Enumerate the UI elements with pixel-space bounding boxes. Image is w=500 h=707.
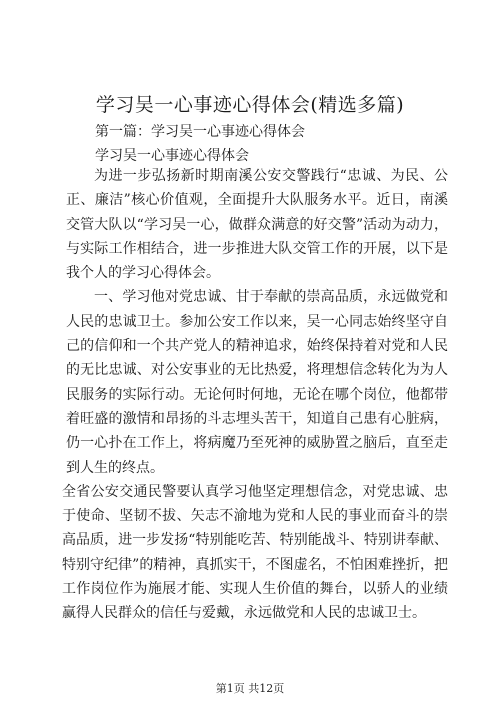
section-heading: 第一篇：学习吴一心事迹心得体会 (95, 124, 305, 140)
page-footer: 第1页 共12页 (215, 682, 285, 695)
article-title: 学习吴一心事迹心得体会 (95, 148, 249, 164)
document-title: 学习吴一心事迹心得体会(精选多篇) (95, 94, 405, 116)
paragraph-point-one: 一、学习他对党忠诚、甘于奉献的崇高品质，永远做党和人民的忠诚卫士。参加公安工作以来，吴一心同志始终坚守自己的信仰和一个共产党人的精神追求，始终保持着对党和人民的无比忠诚、对公安事业的无比热爱，将理想信念转化为为人民服务的实际行动。无论何时何地，无论在哪个岗位，他都带着旺盛的激情和昂扬的斗志埋头苦干，知道自己患有心脏病，仍一心扑在工作上，将病魔乃至死神的威胁置之脑后，直至走到人生的终点。 (66, 289, 448, 476)
paragraph-intro: 为进一步弘扬新时期南溪公安交警践行“忠诚、为民、公正、廉洁”核心价值观，全面提升大队服务水平。近日，南溪交管大队以“学习吴一心，做群众满意的好交警”活动为动力，与实际工作相结合，进一步推进大队交管工作的开展，以下是我个人的学习心得体会。 (66, 168, 448, 282)
document-body (62, 164, 448, 626)
paragraph-call-to-action: 全省公安交通民警要认真学习他坚定理想信念，对党忠诚、忠于使命、坚韧不拔、矢志不渝地为党和人民的事业而奋斗的崇高品质，进一步发扬“特别能吃苦、特别能战斗、特别讲奉献、特别守纪律”的精神，真抓实干，不图虚名，不怕困难挫折，把工作岗位作为施展才能、实现人生价值的舞台，以骄人的业绩赢得人民群众的信任与爱戴，永远做党和人民的忠诚卫士。 (62, 483, 448, 622)
